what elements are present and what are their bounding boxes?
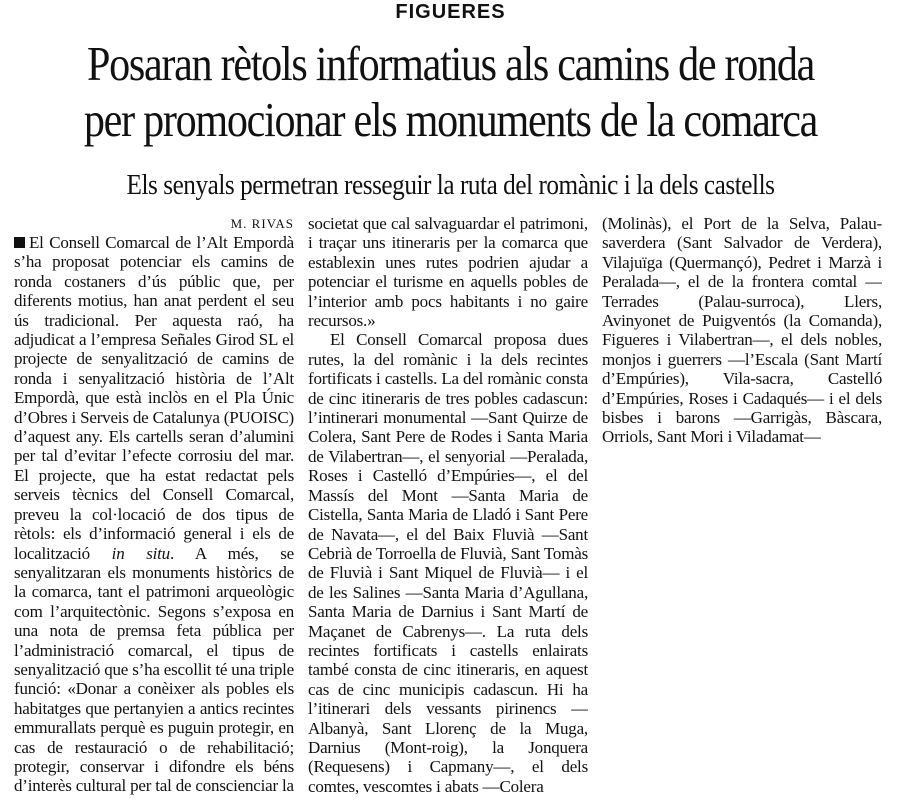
byline: M. RIVAS xyxy=(230,216,294,231)
column-2 xyxy=(308,214,588,800)
paragraph-2: El Consell Comarcal proposa dues rutes, la del romànic i la dels recintes fortificats i castells. La del romànic consta de cinc itineraris de tres pobles cadascun: l’intinerari monumental —Sant Quirze de Colera, Sant Pere de Rodes i Santa Maria de Vilabertran—, el senyorial —Peralada, Roses i Castelló d’Empúries—, el del Massís del Mont —Santa Maria de Cistella, Santa Maria de Lladó i Sant Pere de Navata—, el del Baix Fluvià —Sant Cebrià de Torroella de Fluvià, Sant Tomàs de Fluvià i Sant Miquel de Fluvià— i el de les Salines —Santa Maria d’Agullana, Santa Maria de Darnius i Sant Martí de Maçanet de Cabrenys—. La ruta dels recintes fortificats i castells enlairats també consta de cinc itineraris, en aquest cas de cinc municipis cadascun. Hi ha l’itinerari dels vessants pirinencs —Albanyà, Sant Llorenç de la Muga, Darnius (Mont-roig), la Jonquera (Requesens) i Capmany—, el dels comtes, vescomtes i abats —Colera xyxy=(308,330,588,796)
paragraph-start-marker xyxy=(14,237,25,248)
paragraph-1-rest: . A més, se senyalitzaran els monuments històrics de la comarca, tant el patrimoni arqueològic com l’arquitectònic. Segons s’exposa en una nota de premsa feta pública per l’administració comarcal, el tipus de senyalització que s’ha escollit té una triple funció: «Donar a conèixer als pobles els habitatges que pertanyien a antics recintes emmurallats perquè es puguin protegir, en cas de restauració o de rehabilitació; protegir, conservar i difondre els béns d’interès cultural per tal de conscienciar la xyxy=(14,543,294,796)
paragraph-2-continued: (Molinàs), el Port de la Selva, Palau-saverdera (Sant Salvador de Verdera), Vilajuïga (Quermançó), Pedret i Marzà i Peralada—, el de la frontera comtal —Terrades (Palau-surroca), Llers, Avinyonet de Puigventós (la Comanda), Figueres i Vilabertran—, el dels nobles, monjos i guerrers —l’Escala (Sant Martí d’Empúries), Vila-sacra, Castelló d’Empúries, Roses i Cadaqués— i el dels bisbes i barons —Garrigàs, Bàscara, Orriols, Sant Mori i Viladamat— xyxy=(602,214,882,447)
article-body xyxy=(14,214,892,800)
paragraph-1 xyxy=(14,233,294,796)
section-tag: FIGUERES xyxy=(395,1,506,23)
headline-line-1: Posaran rètols informatius als camins de ronda xyxy=(86,36,815,91)
paragraph-1-italic: in situ xyxy=(111,543,170,563)
column-1 xyxy=(14,214,294,800)
subheadline: Els senyals permetran resseguir la ruta del romànic i la dels castells xyxy=(126,170,775,201)
headline-line-2: per promocionar els monuments de la comarca xyxy=(83,92,818,147)
column-3 xyxy=(602,214,882,800)
paragraph-1-text: El Consell Comarcal de l’Alt Empordà s’ha proposat potenciar els camins de ronda costaners d’ús públic que, per diferents motius, han anat perdent el seu ús tradicional. Per aquesta raó, ha adjudicat a l’empresa Señales Girod SL el projecte de senyalització de camins de ronda i senyalització història de l’Alt Empordà, que està inclòs en el Pla Únic d’Obres i Serveis de Catalunya (PUOISC) d’aquest any. Els cartells seran d’alumini per tal d’evitar l’efecte corrosiu del mar. El projecte, que ha estat redactat pels serveis tècnics del Consell Comarcal, preveu la col·locació de dos tipus de rètols: els d’informació general i els de localització xyxy=(14,233,294,563)
headline xyxy=(63,36,838,148)
paragraph-1-continued: societat que cal salvaguardar el patrimoni, i traçar uns itineraris per la comarca que establexin unes rutes podrien ajudar a potenciar el turisme en aquells pobles de l’interior amb pocs habitants i no gaire recursos.» xyxy=(308,214,588,331)
